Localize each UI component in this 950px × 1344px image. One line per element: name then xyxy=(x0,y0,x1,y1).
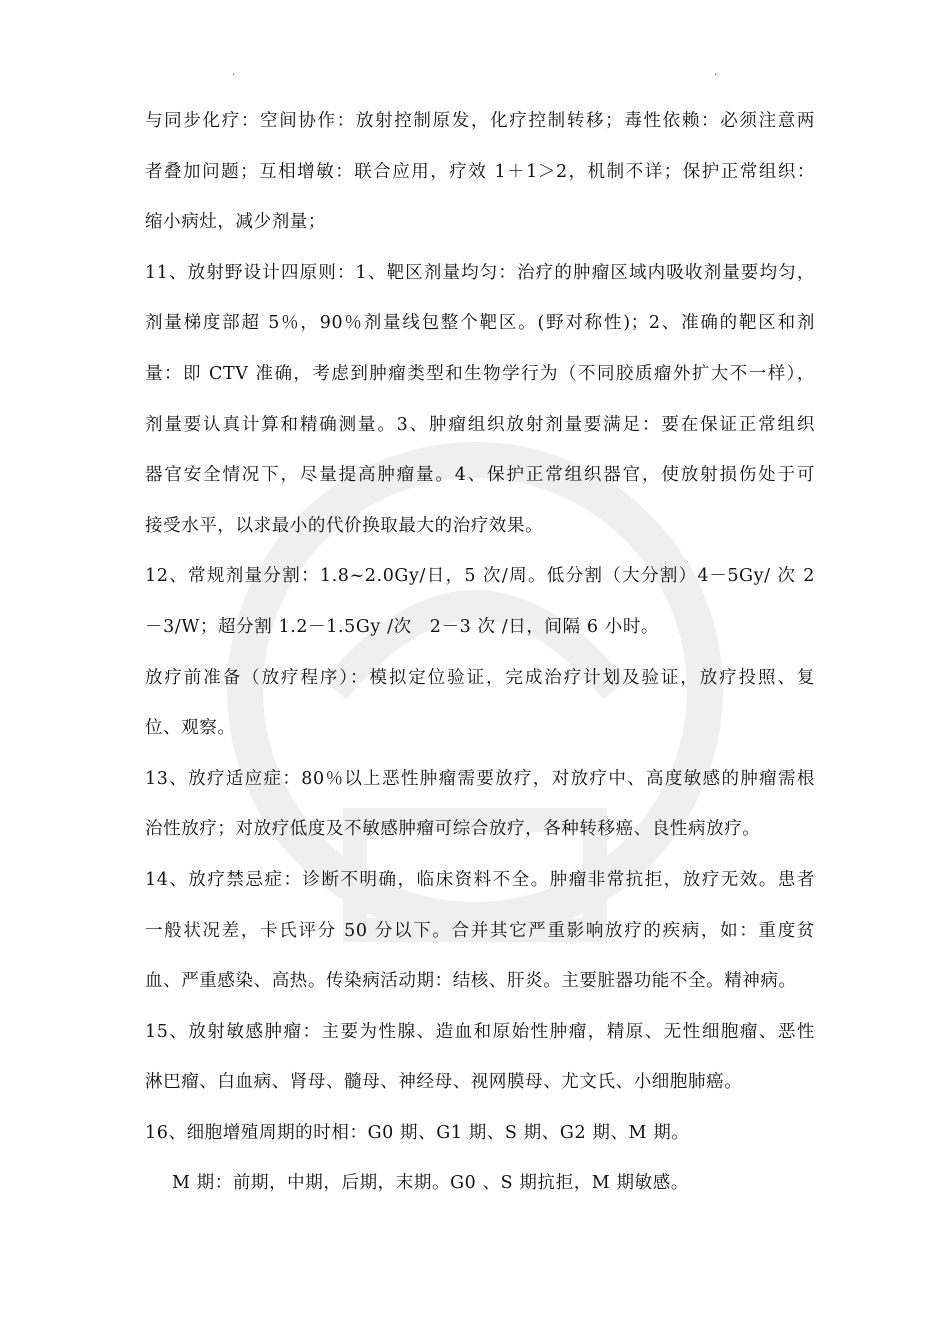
text-line: 接受水平，以求最小的代价换取最大的治疗效果。 xyxy=(145,515,544,536)
text-line: 剂量梯度部超 5％，90％剂量线包整个靶区。(野对称性)；2、准确的靶区和剂 xyxy=(145,313,815,334)
text-line: 器官安全情况下，尽量提高肿瘤量。4、保护正常组织器官，使放射损伤处于可 xyxy=(145,465,815,486)
text-line: 一般状况差，卡氏评分 50 分以下。合并其它严重影响放疗的疾病，如：重度贫 xyxy=(145,920,815,941)
header-mark-right: . xyxy=(714,67,718,78)
text-line: 16、细胞增殖周期的时相：G0 期、G1 期、S 期、G2 期、M 期。 xyxy=(145,1122,690,1143)
text-line: 11、放射野设计四原则：1、靶区剂量均匀：治疗的肿瘤区域内吸收剂量要均匀， xyxy=(145,262,815,283)
text-line: 量：即 CTV 准确，考虑到肿瘤类型和生物学行为（不同胶质瘤外扩大不一样）， xyxy=(145,363,815,384)
text-line: 与同步化疗：空间协作：放射控制原发，化疗控制转移；毒性依赖：必须注意两 xyxy=(145,111,815,131)
text-line: 缩小病灶，减少剂量； xyxy=(145,212,326,233)
text-line: 淋巴瘤、白血病、肾母、髓母、神经母、视网膜母、尤文氏、小细胞肺癌。 xyxy=(145,1072,743,1093)
text-line: 15、放射敏感肿瘤：主要为性腺、造血和原始性肿瘤，精原、无性细胞瘤、恶性 xyxy=(145,1021,815,1042)
text-line: 血、严重感染、高热。传染病活动期：结核、肝炎。主要脏器功能不全。精神病。 xyxy=(145,971,797,992)
text-line: M 期：前期，中期，后期，末期。G0 、S 期抗拒，M 期敏感。 xyxy=(172,1173,689,1194)
text-line: －3/W；超分割 1.2－1.5Gy /次 2－3 次 /日，间隔 6 小时。 xyxy=(145,616,660,637)
text-line: 12、常规剂量分割：1.8~2.0Gy/日，5 次/周。低分割（大分割）4－5Gy/ 次 2 xyxy=(145,566,815,587)
text-line: 14、放疗禁忌症：诊断不明确，临床资料不全。肿瘤非常抗拒，放疗无效。患者 xyxy=(145,869,815,890)
text-line: 治性放疗；对放疗低度及不敏感肿瘤可综合放疗，各种转移癌、良性病放疗。 xyxy=(145,819,761,840)
header-mark-left: . xyxy=(232,67,236,78)
text-line: 位、观察。 xyxy=(145,718,236,739)
text-line: 13、放疗适应症：80％以上恶性肿瘤需要放疗，对放疗中、高度敏感的肿瘤需根 xyxy=(145,768,815,789)
text-line: 放疗前准备（放疗程序）：模拟定位验证，完成治疗计划及验证，放疗投照、复 xyxy=(145,667,815,688)
text-line: 者叠加问题；互相增敏：联合应用，疗效 1＋1＞2，机制不详；保护正常组织： xyxy=(145,161,815,182)
document-body xyxy=(145,103,815,1216)
text-line: 剂量要认真计算和精确测量。3、肿瘤组织放射剂量要满足：要在保证正常组织 xyxy=(145,414,815,435)
